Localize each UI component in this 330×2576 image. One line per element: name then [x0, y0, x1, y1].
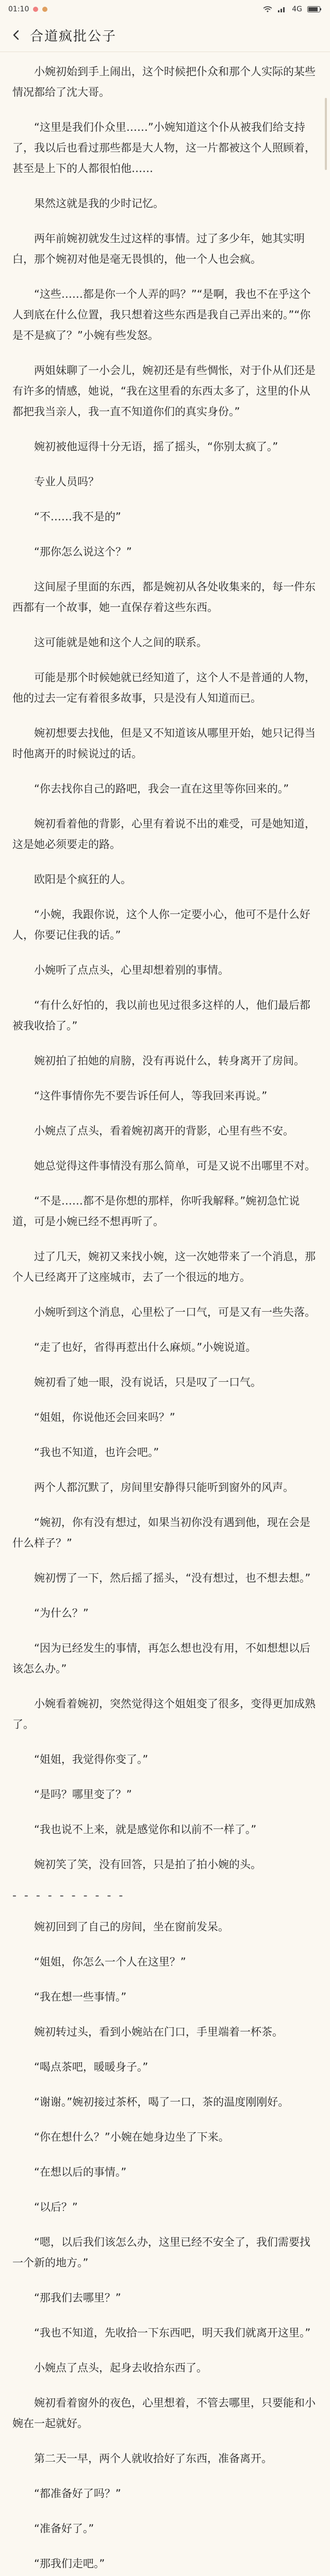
paragraph: “有什么好怕的，我以前也见过很多这样的人，他们最后都被我收拾了。”	[12, 999, 310, 1032]
paragraph: “嗯，以后我们该怎么办，这里已经不安全了，我们需要找一个新的地方。”	[12, 2236, 310, 2269]
wifi-icon	[263, 6, 272, 12]
paragraph: 婉初看着他的背影，心里有着说不出的难受，可是她知道，这是她必须要走的路。	[12, 818, 316, 851]
paragraph: 婉初被他逗得十分无语，摇了摇头，“你别太疯了。”	[34, 440, 278, 453]
paragraph: 婉初拍了拍她的肩膀，没有再说什么，转身离开了房间。	[34, 1055, 305, 1067]
paragraph: “那我们去哪里？”	[34, 2292, 121, 2304]
paragraph: “你去找你自己的路吧，我会一直在这里等你回来的。”	[34, 783, 289, 795]
paragraph: 婉初笑了笑，没有回答，只是拍了拍小婉的头。	[34, 1858, 261, 1871]
paragraph: “在想以后的事情。”	[34, 2166, 127, 2178]
paragraph: “都准备好了吗？”	[34, 2487, 121, 2500]
paragraph: “那你怎么说这个？”	[34, 546, 132, 558]
paragraph: 小婉看着婉初，突然觉得这个姐姐变了很多，变得更加成熟了。	[12, 1698, 316, 1731]
paragraph: “不是……都不是你想的那样，你听我解释。”婉初急忙说道，可是小婉已经不想再听了。	[12, 1195, 300, 1228]
paragraph: 可能是那个时候她就已经知道了，这个人不是普通的人物，他的过去一定有着很多故事，只是没有人知道而已。	[12, 671, 316, 704]
paragraph: “喝点茶吧，暖暖身子。”	[34, 2061, 148, 2073]
paragraph: “这些……都是你一个人弄的吗？”“是啊，我也不在乎这个人到底在什么位置，我只想着这些东西是我自己弄出来的。”“你是不是疯了？”小婉有些发怒。	[12, 288, 311, 342]
paragraph: “姐姐，你说他还会回来吗？”	[34, 1411, 175, 1423]
paragraph: “婉初，你有没有想过，如果当初你没有遇到他，现在会是什么样子？”	[12, 1516, 310, 1549]
section-divider: - - - - - - - - - -	[12, 1889, 125, 1902]
paragraph: 这间屋子里面的东西，都是婉初从各处收集来的，每一件东西都有一个故事，她一直保存着这些东西。	[12, 581, 316, 614]
paragraph: 婉初转过头，看到小婉站在门口，手里端着一杯茶。	[34, 2026, 283, 2038]
paragraph: “不……我不是的”	[34, 511, 121, 523]
paragraph: 这可能就是她和这个人之间的联系。	[34, 636, 207, 649]
paragraph: 第二天一早，两个人就收拾好了东西，准备离开。	[34, 2452, 272, 2465]
paragraph: “走了也好，省得再惹出什么麻烦。”小婉说道。	[34, 1341, 257, 1353]
paragraph: 婉初想要去找他，但是又不知道该从哪里开始，她只记得当时他离开的时候说过的话。	[12, 727, 316, 760]
status-right	[263, 5, 322, 13]
paragraph: 小婉点了点头，起身去收拾东西了。	[34, 2362, 207, 2374]
paragraph: “我也不知道，也许会吧。”	[34, 1446, 159, 1459]
page-title: 合道疯批公子	[30, 28, 117, 44]
paragraph: “谢谢。”婉初接过茶杯，喝了一口，茶的温度刚刚好。	[34, 2096, 289, 2108]
status-left	[8, 5, 47, 13]
status-time: 01:10	[8, 5, 29, 13]
notification-dot-icon	[33, 7, 38, 12]
status-bar	[0, 0, 330, 19]
paragraph: 婉初愣了一下，然后摇了摇头，“没有想过，也不想去想。”	[34, 1572, 311, 1584]
paragraph: “姐姐，我觉得你变了。”	[34, 1753, 148, 1766]
paragraph: 小婉初始到手上闹出，这个时候把仆众和那个人实际的某些情况都给了沈大哥。	[12, 65, 316, 98]
paragraph: 小婉听到这个消息，心里松了一口气，可是又有一些失落。	[34, 1306, 316, 1318]
network-label: 4G	[292, 5, 302, 13]
scrollbar[interactable]	[325, 98, 327, 170]
signal-icon	[277, 6, 287, 12]
paragraph: 两年前婉初就发生过这样的事情。过了多少年，她其实明白，那个婉初对他是毫无畏惧的，他一个人也会疯。	[12, 232, 305, 265]
paragraph: 两姐妹聊了一小会儿，婉初还是有些惆怅，对于仆从们还是有许多的情感，她说，“我在这里看的东西太多了，这里的仆从都把我当亲人，我一直不知道你们的真实身份。”	[12, 364, 316, 418]
notification-dot-icon	[42, 7, 47, 12]
paragraph: “我在想一些事情。”	[34, 1991, 127, 2003]
chapter-body-continued	[12, 1917, 318, 2576]
paragraph: “这里是我们仆众里……”小婉知道这个仆从被我们给支持了，我以后也看过那些都是大人物，这一片都被这个人照顾着，甚至是上下的人都很怕他……	[12, 121, 316, 175]
title-bar	[0, 19, 330, 52]
paragraph: “因为已经发生的事情，再怎么想也没有用，不如想想以后该怎么办。”	[12, 1642, 310, 1675]
paragraph: “是吗？哪里变了？”	[34, 1788, 132, 1801]
paragraph: 婉初回到了自己的房间，坐在窗前发呆。	[34, 1921, 229, 1933]
chapter-content	[0, 52, 330, 2576]
chevron-left-icon	[11, 29, 22, 41]
paragraph: 小婉听了点点头，心里却想着别的事情。	[34, 964, 229, 976]
paragraph: “我也不知道，先收拾一下东西吧，明天我们就离开这里。”	[34, 2327, 311, 2339]
paragraph: “为什么？”	[34, 1607, 89, 1619]
paragraph: “那我们走吧。”	[34, 2557, 105, 2570]
chapter-body	[12, 61, 318, 1875]
paragraph: 两个人都沉默了，房间里安静得只能听到窗外的风声。	[34, 1481, 294, 1494]
paragraph: 婉初看着窗外的夜色，心里想着，不管去哪里，只要能和小婉在一起就好。	[12, 2397, 316, 2430]
paragraph: “姐姐，你怎么一个人在这里？”	[34, 1956, 186, 1968]
back-button[interactable]	[6, 25, 27, 45]
battery-icon	[307, 6, 322, 12]
paragraph: “以后？”	[34, 2201, 78, 2213]
paragraph: “我也说不上来，就是感觉你和以前不一样了。”	[34, 1823, 257, 1836]
paragraph: 婉初看了她一眼，没有说话，只是叹了一口气。	[34, 1376, 261, 1388]
paragraph: 欧阳是个疯狂的人。	[34, 873, 131, 886]
paragraph: 她总觉得这件事情没有那么简单，可是又说不出哪里不对。	[34, 1160, 316, 1172]
paragraph: 专业人员吗？	[34, 476, 99, 488]
paragraph: 过了几天，婉初又来找小婉，这一次她带来了一个消息，那个人已经离开了这座城市，去了一个很远的地方。	[12, 1250, 316, 1283]
paragraph: “小婉，我跟你说，这个人你一定要小心，他可不是什么好人，你要记住我的话。”	[12, 908, 310, 941]
paragraph: “你在想什么？”小婉在她身边坐了下来。	[34, 2131, 229, 2143]
paragraph: “这件事情你先不要告诉任何人，等我回来再说。”	[34, 1090, 268, 1102]
paragraph: “准备好了。”	[34, 2522, 94, 2535]
paragraph: 果然这就是我的少时记忆。	[34, 197, 164, 210]
paragraph: 小婉点了点头，看着婉初离开的背影，心里有些不安。	[34, 1125, 294, 1137]
